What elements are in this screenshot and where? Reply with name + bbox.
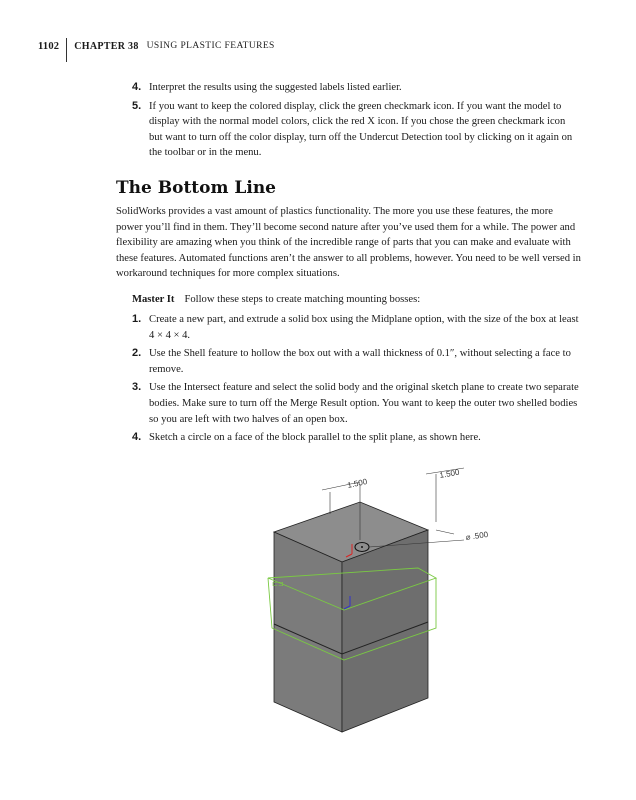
box-left-face [274, 532, 342, 732]
body-paragraph: SolidWorks provides a vast amount of plastics functionality. The more you use these features, the more power you’ll find in them. They’ll become second nature after you’ve used them for a while. The power and flexibility are amazing when you think of the incredible range of parts that you can make and evaluate with these features. Automated functions aren’t the answer to all problems, however. You need to be well versed in workaround techniques for more complex situations. [116, 206, 581, 279]
step-text: Use the Shell feature to hollow the box out with a wall thickness of 0.1″, without selecting a face to remove. [149, 348, 571, 375]
step-number: 2. [132, 347, 142, 360]
step-text: Interpret the results using the suggested labels listed earlier. [149, 82, 402, 93]
step-number: 3. [132, 381, 142, 394]
list-item [132, 346, 582, 377]
dim-diameter-label: ⌀ .500 [465, 529, 489, 542]
list-item [132, 312, 582, 343]
dim-right-label: 1.500 [438, 467, 461, 480]
page-number: 1102 [38, 40, 60, 52]
step-number: 4. [132, 431, 142, 444]
list-item [132, 80, 580, 96]
box-right-face [342, 530, 428, 732]
figure-box-sketch [250, 452, 510, 742]
header-divider [66, 38, 67, 62]
list-item [132, 99, 580, 161]
chapter-title: USING PLASTIC FEATURES [146, 41, 275, 51]
running-head [38, 38, 275, 54]
list-item [132, 380, 582, 427]
step-number: 1. [132, 313, 142, 325]
dim-right-ext2 [436, 530, 454, 534]
box-illustration [250, 452, 510, 742]
step-text: Use the Intersect feature and select the solid body and the original sketch plane to create two separate bodies. Make sure to turn off the Merge Result option. You want to keep the outer two shelled bodies so you are left with two halves of an open box. [149, 382, 579, 425]
list-item [132, 430, 582, 446]
steps-top-list [132, 80, 580, 164]
step-text: Create a new part, and extrude a solid box using the Midplane option, with the size of the box at least 4 × 4 × 4. [149, 314, 579, 341]
plane-label: ⊏⊐ [272, 581, 284, 588]
circle-center [361, 546, 363, 548]
chapter-label: CHAPTER 38 [74, 40, 139, 52]
steps-master-list [132, 312, 582, 449]
master-it [132, 292, 582, 308]
master-it-text: Follow these steps to create matching mounting bosses: [184, 294, 421, 305]
step-text: Sketch a circle on a face of the block parallel to the split plane, as shown here. [149, 432, 481, 444]
master-it-label: Master It [132, 294, 175, 305]
step-number: 5. [132, 99, 142, 112]
section-heading: The Bottom Line [116, 178, 276, 198]
step-number: 4. [132, 81, 142, 93]
dim-left-label: 1.500 [346, 476, 369, 490]
step-text: If you want to keep the colored display, click the green checkmark icon. If you want the model to display with the normal model colors, click the red X icon. If you chose the green checkmark icon but want to turn off the color display, turn off the Undercut Detection tool by clicking on it again on the toolbar or in the menu. [149, 100, 573, 159]
